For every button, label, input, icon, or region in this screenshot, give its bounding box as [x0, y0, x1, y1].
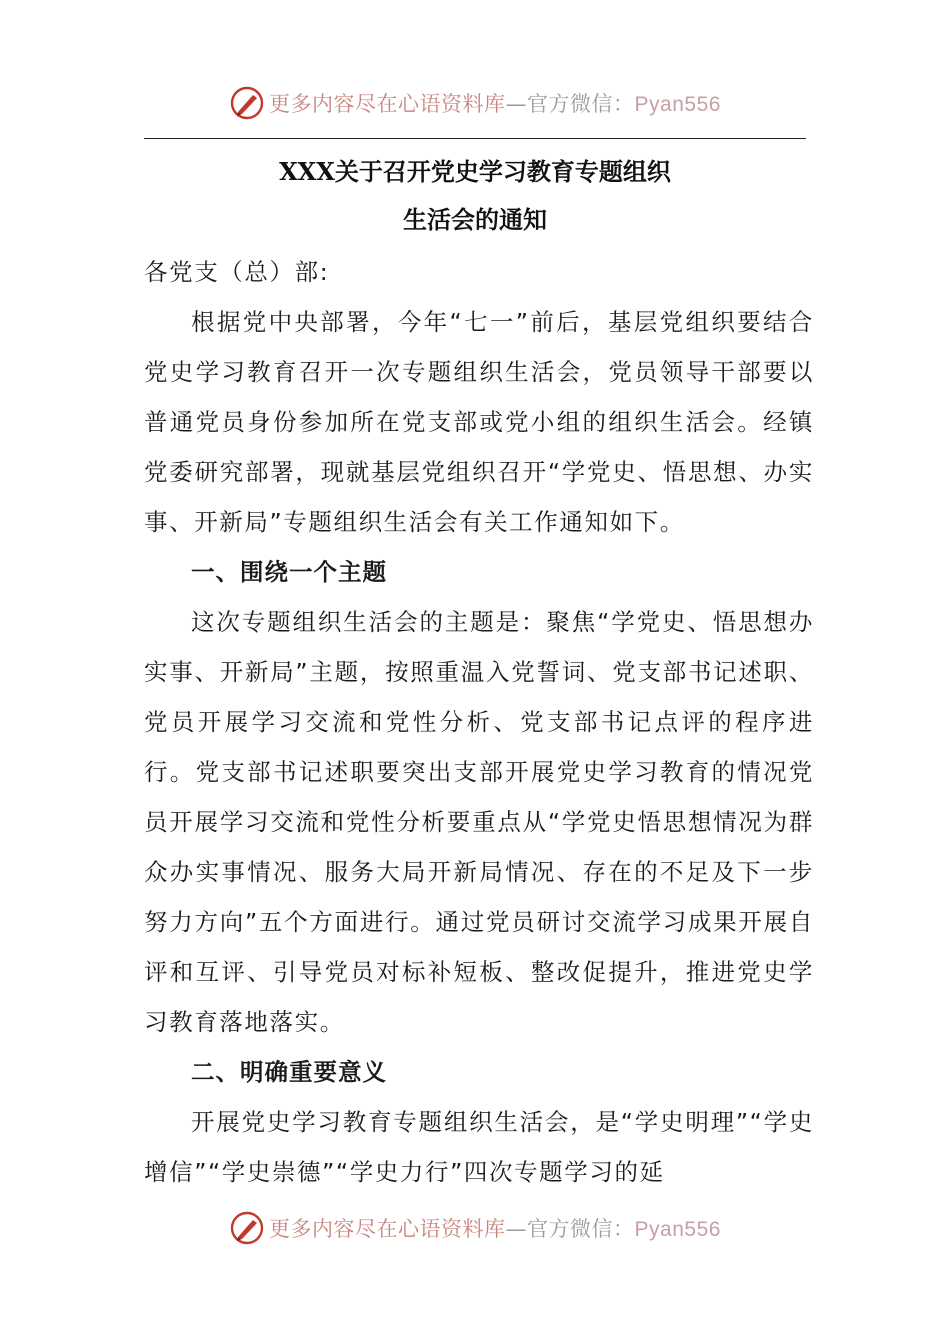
section-heading-1: 一、围绕一个主题: [191, 558, 387, 586]
pen-logo-icon: [229, 1210, 265, 1246]
document-title-line2: 生活会的通知: [403, 205, 547, 234]
watermark-dash: —: [505, 92, 528, 116]
document-body: [144, 247, 814, 1197]
paragraph-theme: 这次专题组织生活会的主题是：聚焦“学党史、悟思想办实事、开新局”主题，按照重温入党誓词、党支部书记述职、党员开展学习交流和党性分析、党支部书记点评的程序进行。党支部书记述职要突出支部开展党史学习教育的情况党员开展学习交流和党性分析要重点从“学党史悟思想情况为群众办实事情况、服务大局开新局情况、存在的不足及下一步努力方向”五个方面进行。通过党员研讨交流学习成果开展自评和互评、引导党员对标补短板、整改促提升，推进党史学习教育落地落实。: [144, 608, 814, 1036]
watermark-wechat-id: Pyan556: [634, 93, 721, 116]
watermark-banner-bottom: [0, 1208, 950, 1248]
paragraph-intro: 根据党中央部署，今年“七一”前后，基层党组织要结合党史学习教育召开一次专题组织生活会，党员领导干部要以普通党员身份参加所在党支部或党小组的组织生活会。经镇党委研究部署，现就基层党组织召开“学党史、悟思想、办实事、开新局”专题组织生活会有关工作通知如下。: [144, 308, 814, 536]
salutation: 各党支（总）部:: [144, 258, 330, 286]
watermark-banner-top: [0, 83, 950, 123]
watermark-contact-label: 官方微信：: [527, 1217, 635, 1241]
header-divider: [144, 138, 806, 139]
watermark-contact-label: 官方微信：: [527, 92, 635, 116]
watermark-text: [269, 1213, 721, 1243]
watermark-library-name: 更多内容尽在心语资料库: [269, 92, 506, 116]
document-title-line1: XXX关于召开党史学习教育专题组织: [279, 157, 671, 186]
paragraph-significance: 开展党史学习教育专题组织生活会，是“学史明理”“学史增信”“学史崇德”“学史力行”四次专题学习的延: [144, 1108, 814, 1186]
watermark-library-name: 更多内容尽在心语资料库: [269, 1217, 506, 1241]
watermark-text: [269, 88, 721, 118]
watermark-wechat-id: Pyan556: [634, 1218, 721, 1241]
pen-logo-icon: [229, 85, 265, 121]
section-heading-2: 二、明确重要意义: [191, 1058, 387, 1086]
watermark-dash: —: [505, 1217, 528, 1241]
